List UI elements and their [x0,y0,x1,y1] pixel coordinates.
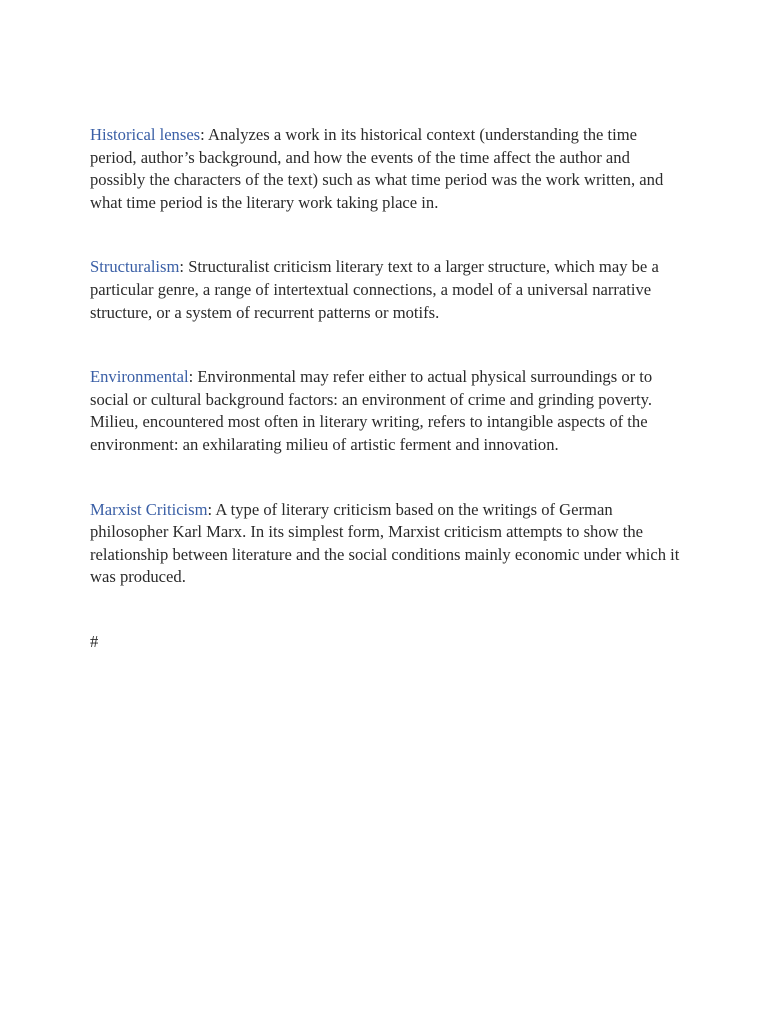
term-marxist-criticism: Marxist Criticism [90,499,208,519]
term-separator: : [188,367,194,387]
definition-marxist-criticism: A type of literary criticism based on the writings of German philosopher Karl Marx. In its simplest form, Marxist criticism attempts to show the relationship between literature and the social conditions mainly economic under which it was produced. [90,499,680,587]
trailing-hash-mark: # [90,631,99,651]
term-structuralism: Structuralism [90,257,180,277]
document-page [90,124,680,654]
entry-environmental [90,366,680,456]
definition-structuralism: Structuralist criticism literary text to a larger structure, which may be a particular genre, a range of intertextual connections, a model of a universal narrative structure, or a system of recurrent patterns or motifs. [90,257,659,322]
entry-historical-lenses [90,124,680,214]
term-separator: : [207,499,213,519]
entry-structuralism [90,256,680,324]
term-historical-lenses: Historical lenses [90,125,201,144]
definition-environmental: Environmental may refer either to actual physical surroundings or to social or cultural background factors: an environment of crime and grinding poverty. Milieu, encountered most often in literary writing, refers to intangible aspects of the environment: an exhilarating milieu of artistic ferment and innovation. [90,367,653,454]
definition-historical-lenses: Analyzes a work in its historical context (understanding the time period, author’s background, and how the events of the time affect the author and possibly the characters of the text) such as what time period was the work written, and what time period is the literary work taking place in. [90,125,664,212]
term-separator: : [179,257,185,277]
term-separator: : [200,125,205,144]
term-environmental: Environmental [90,367,189,387]
entry-marxist-criticism [90,499,680,589]
